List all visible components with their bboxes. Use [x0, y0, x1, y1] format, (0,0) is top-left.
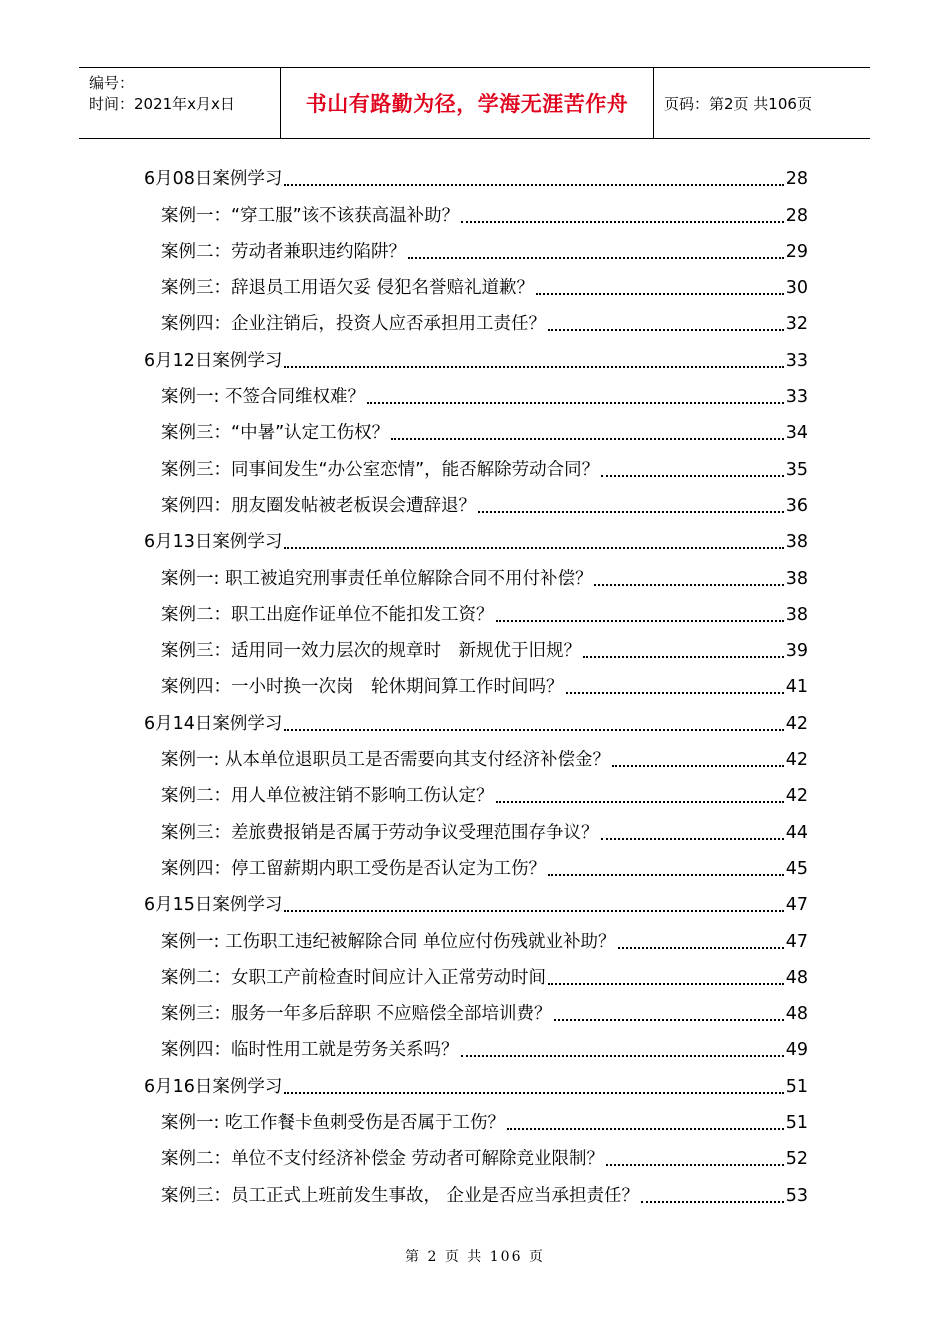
toc-dot-leader	[284, 1091, 783, 1094]
toc-dot-leader	[496, 800, 784, 803]
toc-dot-leader	[496, 619, 784, 622]
toc-dot-leader	[601, 837, 784, 840]
toc-entry-title: 案例三：辞退员工用语欠妥 侵犯名誉赔礼道歉？	[161, 278, 535, 299]
toc-dot-leader	[284, 728, 783, 731]
toc-entry-page-number: 33	[785, 387, 808, 408]
page-footer: 第 2 页 共 106 页	[405, 1249, 545, 1265]
toc-entry-page-number: 51	[785, 1076, 808, 1097]
toc-entry-title: 案例一: 职工被追究刑事责任单位解除合同不用付补偿？	[161, 568, 593, 589]
toc-case-entry[interactable]	[144, 807, 808, 843]
toc-entry-title: 案例二：劳动者兼职违约陷阱？	[161, 241, 406, 262]
toc-entry-title: 案例二：用人单位被注销不影响工伤认定？	[161, 786, 494, 807]
toc-entry-page-number: 44	[785, 822, 808, 843]
date-label: 时间：2021年x月x日	[89, 95, 235, 113]
toc-entry-page-number: 28	[785, 169, 808, 190]
toc-case-entry[interactable]	[144, 372, 808, 408]
header-page-info: 页码：第2页 共106页	[664, 94, 812, 113]
toc-case-entry[interactable]	[144, 1098, 808, 1134]
number-label: 编号：	[89, 74, 135, 92]
toc-case-entry[interactable]	[144, 190, 808, 226]
toc-entry-page-number: 42	[785, 750, 808, 771]
toc-entry-page-number: 35	[785, 459, 808, 480]
toc-entry-title: 案例一: 从本单位退职员工是否需要向其支付经济补偿金？	[161, 750, 610, 771]
toc-entry-title: 案例二：女职工产前检查时间应计入正常劳动时间	[161, 967, 546, 988]
toc-case-entry[interactable]	[144, 263, 808, 299]
toc-entry-page-number: 47	[785, 931, 808, 952]
toc-dot-leader	[461, 220, 784, 223]
toc-entry-title: 6月13日案例学习	[144, 532, 283, 553]
toc-entry-title: 案例四：临时性用工就是劳务关系吗？	[161, 1040, 459, 1061]
toc-case-entry[interactable]	[144, 444, 808, 480]
toc-case-entry[interactable]	[144, 408, 808, 444]
toc-entry-title: 案例三：服务一年多后辞职 不应赔偿全部培训费？	[161, 1004, 552, 1025]
toc-entry-title: 案例二：职工出庭作证单位不能扣发工资？	[161, 604, 494, 625]
toc-dot-leader	[284, 365, 783, 368]
toc-dot-leader	[618, 946, 784, 949]
toc-dot-leader	[548, 873, 784, 876]
toc-entry-page-number: 38	[785, 568, 808, 589]
toc-case-entry[interactable]	[144, 590, 808, 626]
page-header	[79, 67, 870, 139]
toc-entry-page-number: 34	[785, 423, 808, 444]
toc-section-entry[interactable]	[144, 517, 808, 553]
toc-case-entry[interactable]	[144, 771, 808, 807]
toc-entry-title: 案例三：差旅费报销是否属于劳动争议受理范围存争议？	[161, 822, 599, 843]
toc-entry-title: 案例一：“穿工服”该不该获高温补助？	[161, 205, 460, 226]
toc-entry-page-number: 53	[785, 1185, 808, 1206]
toc-entry-title: 案例二：单位不支付经济补偿金 劳动者可解除竞业限制？	[161, 1149, 605, 1170]
toc-entry-page-number: 39	[785, 641, 808, 662]
toc-entry-page-number: 30	[785, 278, 808, 299]
toc-dot-leader	[461, 1054, 784, 1057]
toc-entry-page-number: 42	[785, 713, 808, 734]
toc-dot-leader	[641, 1200, 784, 1203]
toc-section-entry[interactable]	[144, 880, 808, 916]
toc-entry-title: 案例四：企业注销后，投资人应否承担用工责任？	[161, 314, 546, 335]
toc-entry-page-number: 32	[785, 314, 808, 335]
toc-entry-page-number: 45	[785, 858, 808, 879]
toc-entry-page-number: 36	[785, 495, 808, 516]
header-motto: 书山有路勤为径，学海无涯苦作舟	[281, 68, 654, 138]
toc-entry-page-number: 49	[785, 1040, 808, 1061]
toc-dot-leader	[536, 292, 784, 295]
toc-dot-leader	[601, 474, 784, 477]
toc-dot-leader	[284, 183, 783, 186]
header-meta	[79, 68, 281, 138]
toc-dot-leader	[548, 982, 784, 985]
toc-case-entry[interactable]	[144, 1134, 808, 1170]
toc-entry-title: 案例三：适用同一效力层次的规章时 新规优于旧规？	[161, 641, 581, 662]
toc-entry-title: 6月08日案例学习	[144, 169, 283, 190]
toc-case-entry[interactable]	[144, 1170, 808, 1206]
toc-case-entry[interactable]	[144, 953, 808, 989]
toc-case-entry[interactable]	[144, 844, 808, 880]
toc-entry-title: 6月14日案例学习	[144, 713, 283, 734]
toc-entry-title: 案例一: 吃工作餐卡鱼刺受伤是否属于工伤？	[161, 1113, 505, 1134]
toc-entry-page-number: 38	[785, 532, 808, 553]
toc-entry-title: 6月15日案例学习	[144, 895, 283, 916]
toc-section-entry[interactable]	[144, 698, 808, 734]
toc-case-entry[interactable]	[144, 299, 808, 335]
toc-dot-leader	[554, 1018, 784, 1021]
toc-dot-leader	[478, 510, 784, 513]
toc-dot-leader	[507, 1127, 784, 1130]
toc-case-entry[interactable]	[144, 481, 808, 517]
toc-entry-page-number: 33	[785, 350, 808, 371]
toc-entry-page-number: 42	[785, 786, 808, 807]
toc-entry-page-number: 38	[785, 604, 808, 625]
toc-entry-title: 案例三：同事间发生“办公室恋情”，能否解除劳动合同？	[161, 459, 600, 480]
toc-entry-page-number: 41	[785, 677, 808, 698]
toc-entry-page-number: 52	[785, 1149, 808, 1170]
toc-entry-title: 案例四：朋友圈发帖被老板误会遭辞退？	[161, 495, 476, 516]
toc-dot-leader	[391, 437, 784, 440]
toc-dot-leader	[548, 328, 784, 331]
toc-dot-leader	[606, 1163, 784, 1166]
toc-dot-leader	[284, 546, 783, 549]
toc-case-entry[interactable]	[144, 626, 808, 662]
toc-entry-page-number: 51	[785, 1113, 808, 1134]
toc-entry-title: 6月16日案例学习	[144, 1076, 283, 1097]
toc-entry-title: 案例一: 工伤职工违纪被解除合同 单位应付伤残就业补助？	[161, 931, 616, 952]
toc-case-entry[interactable]	[144, 916, 808, 952]
toc-entry-title: 6月12日案例学习	[144, 350, 283, 371]
toc-entry-page-number: 48	[785, 967, 808, 988]
toc-case-entry[interactable]	[144, 553, 808, 589]
toc-case-entry[interactable]	[144, 1025, 808, 1061]
toc-entry-title: 案例一: 不签合同维权难？	[161, 387, 365, 408]
toc-entry-page-number: 29	[785, 241, 808, 262]
toc-entry-title: 案例三：“中暑”认定工伤权？	[161, 423, 390, 444]
table-of-contents	[144, 154, 808, 1207]
toc-entry-title: 案例四：一小时换一次岗 轮休期间算工作时间吗？	[161, 677, 564, 698]
toc-dot-leader	[367, 401, 784, 404]
toc-entry-page-number: 47	[785, 895, 808, 916]
toc-entry-page-number: 28	[785, 205, 808, 226]
toc-dot-leader	[612, 764, 784, 767]
toc-section-entry[interactable]	[144, 335, 808, 371]
toc-entry-title: 案例三：员工正式上班前发生事故， 企业是否应当承担责任？	[161, 1185, 640, 1206]
toc-case-entry[interactable]	[144, 662, 808, 698]
toc-dot-leader	[408, 256, 784, 259]
toc-dot-leader	[566, 691, 784, 694]
toc-entry-title: 案例四：停工留薪期内职工受伤是否认定为工伤？	[161, 858, 546, 879]
toc-section-entry[interactable]	[144, 154, 808, 190]
toc-dot-leader	[284, 909, 783, 912]
toc-case-entry[interactable]	[144, 735, 808, 771]
toc-entry-page-number: 48	[785, 1004, 808, 1025]
toc-case-entry[interactable]	[144, 989, 808, 1025]
toc-dot-leader	[583, 655, 784, 658]
toc-dot-leader	[594, 583, 783, 586]
toc-case-entry[interactable]	[144, 227, 808, 263]
toc-section-entry[interactable]	[144, 1061, 808, 1097]
